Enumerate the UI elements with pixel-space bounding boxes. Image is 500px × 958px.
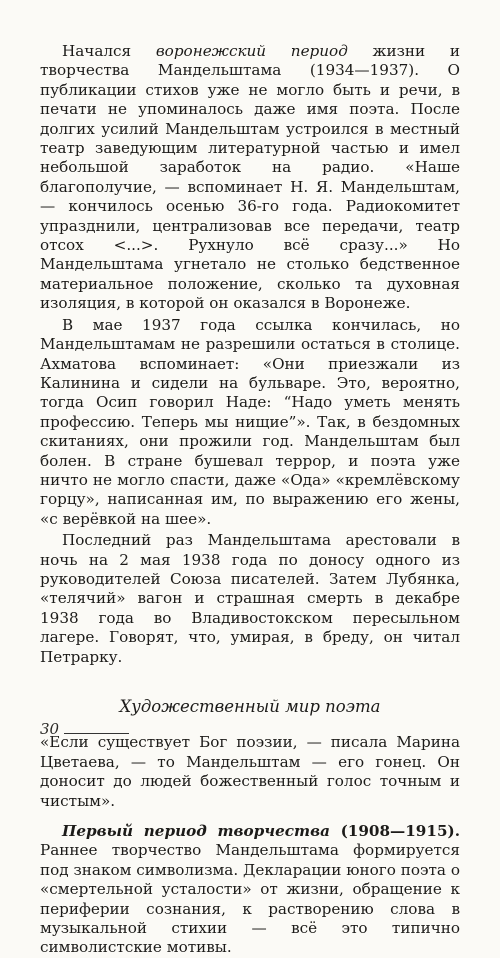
paragraph-text: Раннее творчество Мандельштама формируется под знаком символизма. Декларации юного поэта о «смертельной усталости» от жизни, обращение к периферии сознания, к растворению слова в музыкальной стихии — всё это типично символистские мотивы. — [40, 841, 460, 957]
section-title: Художественный мир поэта — [119, 697, 381, 716]
emphasized-term: воронежский период — [155, 42, 348, 60]
period-years: (1908—1915). — [329, 822, 460, 841]
tsvetaeva-quote: «Если существует Бог поэзии, — писала Марина Цветаева, — то Мандельштам — его гонец. Он доносит до людей божественный голос точным и чистым». — [40, 733, 460, 810]
paragraph-may-1937: В мае 1937 года ссылка кончилась, но Мандельштамам не разрешили остаться в столице. Ахматова вспоминает: «Они приезжали из Калинина и сидели на бульваре. Это, вероятно, тогда Осип говорил Наде: “Надо уметь менять профессию. Теперь мы нищие”». Так, в бездомных скитаниях, они прожили год. Мандельштам был болен. В стране бушевал террор, и поэта уже ничто не могло спасти, даже «Ода» «кремлёвскому горцу», написанная им, по выражению его жены, «с верёвкой на шее». — [40, 315, 460, 528]
paragraph-first-period — [40, 822, 460, 958]
page-number-rule — [64, 733, 129, 734]
paragraph-voronezh-period — [40, 42, 460, 314]
body-text — [40, 42, 460, 958]
paragraph-last-arrest: Последний раз Мандельштама арестовали в ночь на 2 мая 1938 года по доносу одного из руководителей Союза писателей. Затем Лубянка, «телячий» вагон и страшная смерть в декабре 1938 года во Владивостокском пересыльном лагере. Говорят, что, умирая, в бреду, он читал Петрарку. — [40, 531, 460, 666]
paragraph-text: жизни и творчества Мандельштама (1934—1937). О публикации стихов уже не могло быть и речи, в печати не упоминалось даже имя поэта. После долгих усилий Мандельштам устроился в местный театр заведующим литературной частью и имел небольшой заработок на радио. «Наше благополучие, — вспоминает Н. Я. Мандельштам, — кончилось осенью 36-го года. Радиокомитет упразднили, централизовав все передачи, театр отсох <...>. Рухнуло всё сразу...» Но Мандельштама угнетало не столько бедственное материальное положение, сколько та духовная изоляция, в которой он оказался в Воронеже. — [40, 42, 460, 313]
page-number: 30 — [40, 720, 60, 738]
period-heading: Первый период творчества — [62, 822, 330, 841]
paragraph-text: Начался — [62, 42, 156, 60]
